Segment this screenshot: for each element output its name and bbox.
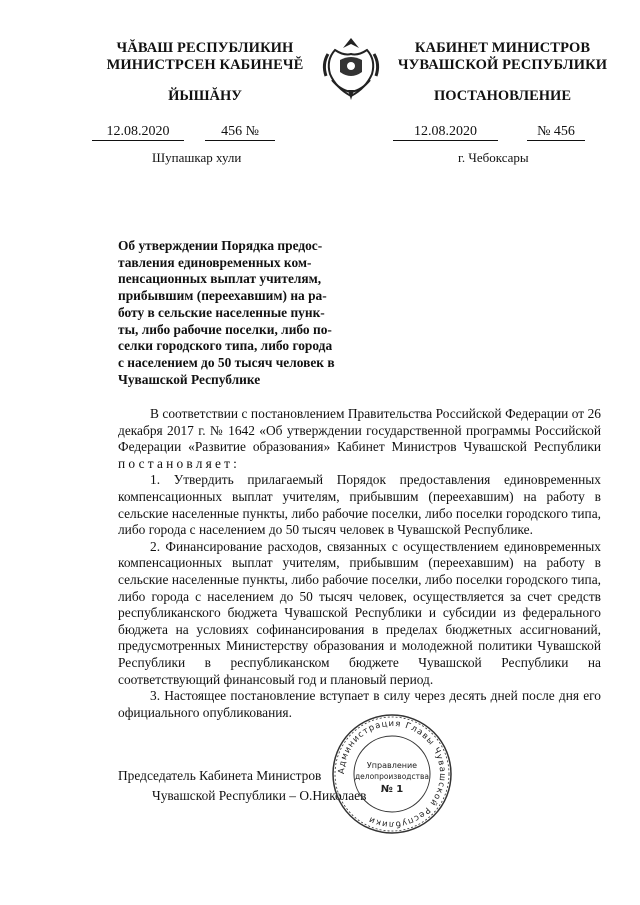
paragraph-3: 3. Настоящее постановление вступает в силу через десять дней после дня его официального опубликования. bbox=[118, 688, 601, 720]
left-org-line-2: МИНИСТРСЕН КАБИНЕЧĔ bbox=[106, 57, 304, 73]
left-date-number bbox=[92, 124, 275, 141]
stamp-center-line-3: № 1 bbox=[380, 784, 404, 795]
right-org-name bbox=[395, 40, 610, 74]
left-doc-type: ЙЫШĂНУ bbox=[168, 88, 242, 104]
document-title bbox=[118, 238, 352, 388]
coat-of-arms-icon bbox=[318, 30, 384, 102]
stamp-center-line-2: делопроизводства bbox=[354, 772, 430, 781]
intro-text: В соответствии с постановлением Правительства Российской Федерации от 26 декабря 2017 г. № 1642 «Об утверждении государственной программы Российской Федерации «Развитие образования» Кабинет Министров Чувашской Республики bbox=[118, 406, 601, 455]
title-line: с населением до 50 тысяч человек в bbox=[118, 354, 335, 370]
signature-name: Чувашской Республики – О.Николаев bbox=[152, 788, 367, 803]
paragraph-2: 2. Финансирование расходов, связанных с осуществлением единовременных компенсационных выплат учителям, прибывшим (переехавшим) на работу в сельские населенные пункты, либо рабочие поселки, либо поселки городского типа, либо города с населением до 50 тысяч человек, осуществляется за счет средств республиканского бюджета Чувашской Республики и субсидии из федерального бюджета на условиях софинансирования в пределах бюджетных ассигнований, предусмотренных Министерству образования и молодежной политики Чувашской Республики в республиканском бюджете Чувашской Республики на соответствующий финансовый год и плановый период. bbox=[118, 538, 601, 687]
paragraph-1: 1. Утвердить прилагаемый Порядок предоставления единовременных компенсационных выплат учителям, прибывшим (переехавшим) на работу в сельские населенные пункты, либо рабочие поселки, либо поселки городского типа, либо города с населением до 50 тысяч человек в Чувашской Республике. bbox=[118, 472, 601, 538]
intro-paragraph bbox=[118, 406, 601, 472]
title-line: тавления единовременных ком- bbox=[118, 254, 312, 270]
stamp-ring-text: Администрация Главы Чувашской Республики bbox=[336, 718, 448, 830]
left-number: 456 № bbox=[205, 124, 275, 141]
right-org-line-1: КАБИНЕТ МИНИСТРОВ bbox=[414, 40, 591, 56]
left-org-line-1: ЧĂВАШ РЕСПУБЛИКИН bbox=[116, 40, 294, 56]
signature-title: Председатель Кабинета Министров bbox=[118, 768, 322, 783]
right-date-number bbox=[393, 124, 585, 141]
intro-keyword: постановляет: bbox=[118, 455, 241, 471]
document-body bbox=[118, 406, 601, 721]
title-line: Об утверждении Порядка предос- bbox=[118, 238, 323, 253]
title-line: пенсационных выплат учителям, bbox=[118, 271, 322, 287]
stamp-center-line-1: Управление bbox=[366, 761, 418, 770]
right-place: г. Чебоксары bbox=[458, 150, 529, 165]
title-line: боту в сельские населенные пунк- bbox=[118, 304, 325, 320]
left-place: Шупашкар хули bbox=[152, 150, 242, 165]
title-line: селки городского типа, либо города bbox=[118, 338, 333, 354]
left-org-name bbox=[100, 40, 310, 74]
right-number: № 456 bbox=[527, 124, 585, 141]
right-doc-type: ПОСТАНОВЛЕНИЕ bbox=[433, 88, 571, 104]
right-org-line-2: ЧУВАШСКОЙ РЕСПУБЛИКИ bbox=[397, 57, 608, 73]
title-line: прибывшим (переехавшим) на ра- bbox=[118, 288, 327, 304]
right-date: 12.08.2020 bbox=[393, 124, 498, 141]
left-date: 12.08.2020 bbox=[92, 124, 184, 141]
official-stamp bbox=[330, 712, 454, 836]
title-line: Чувашской Республике bbox=[118, 371, 261, 387]
title-line: ты, либо рабочие поселки, либо по- bbox=[118, 321, 332, 337]
